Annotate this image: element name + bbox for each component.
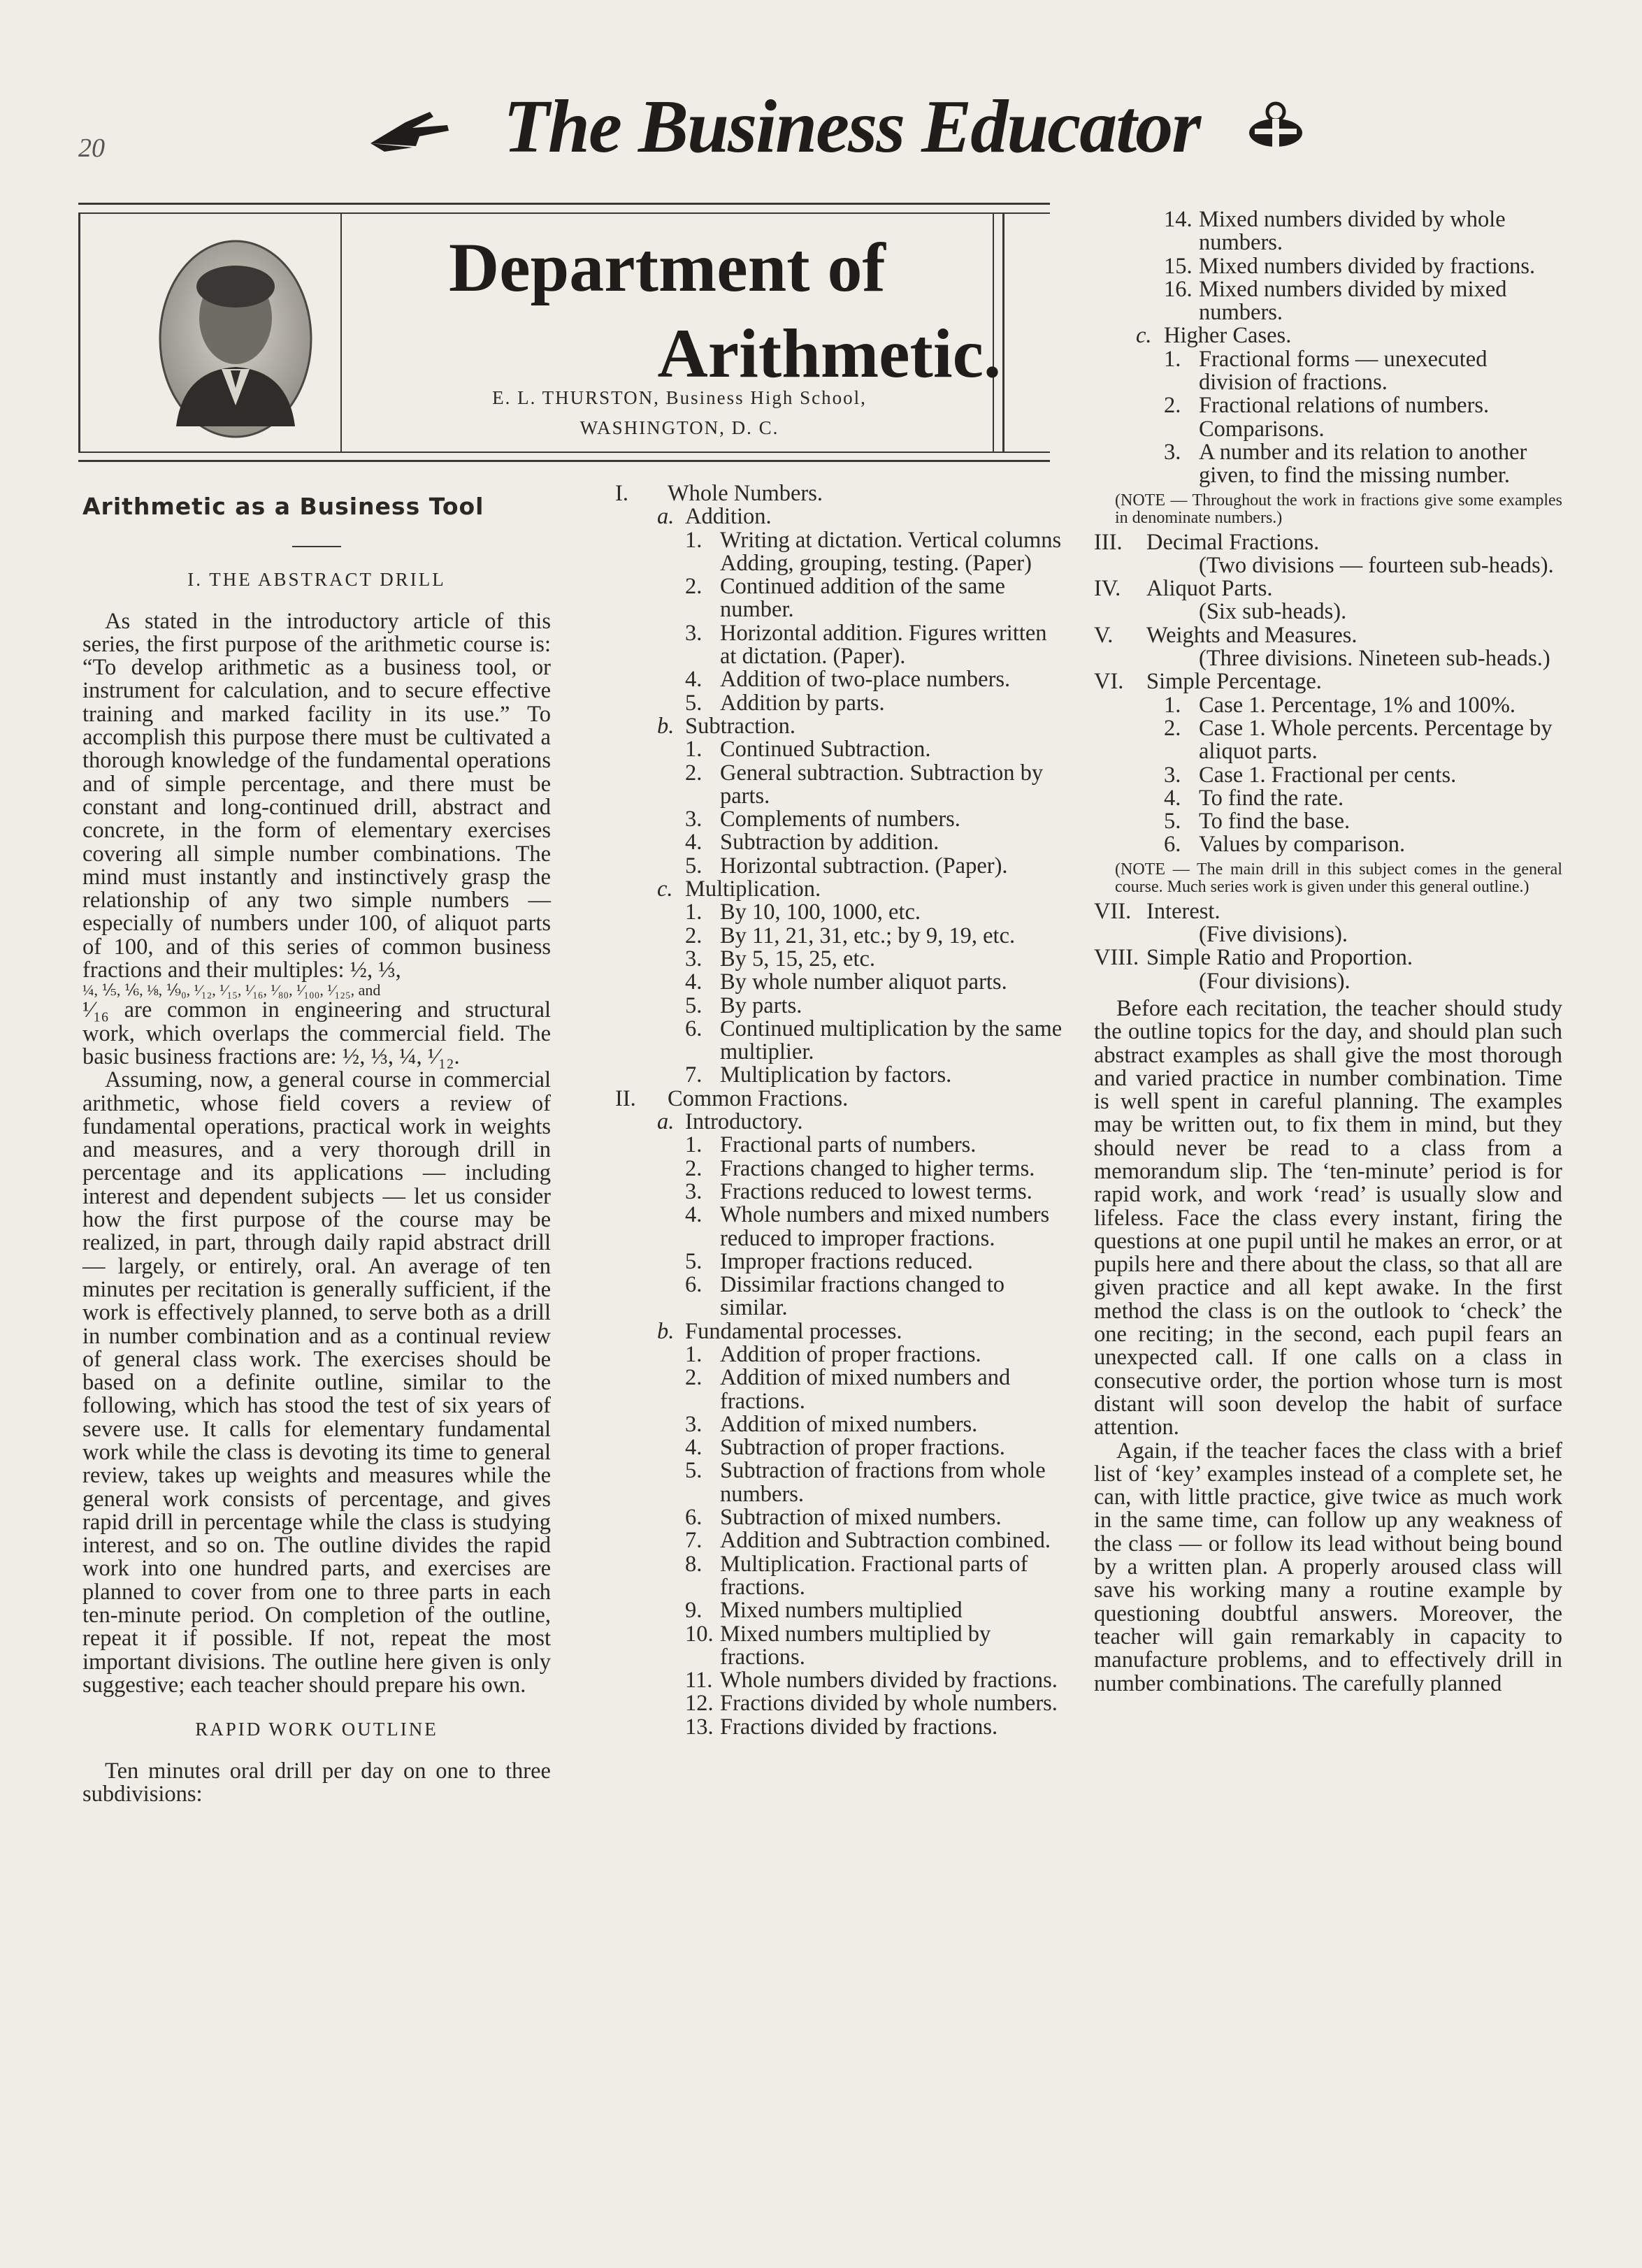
outline-item-text: Continued Subtraction. <box>720 737 931 763</box>
outline-item-number: 1. <box>685 900 703 925</box>
outline-item-text: Fractional forms — unexecuted division of fractions. <box>1199 346 1488 396</box>
outline-item-text: Addition of proper fractions. <box>720 1341 981 1367</box>
masthead-title: The Business Educator <box>503 85 1200 168</box>
outline-item <box>615 878 1063 901</box>
outline-item-text: Addition of mixed numbers. <box>720 1411 978 1437</box>
outline-item <box>615 1157 1063 1180</box>
outline-item <box>615 575 1063 622</box>
department-title <box>386 231 1029 390</box>
outline-item-number: 3. <box>685 946 703 972</box>
outline-item-number: 5. <box>1164 809 1181 835</box>
outline-item-number: 6. <box>685 1272 703 1298</box>
outline-item-text: Mixed numbers divided by whole numbers. <box>1199 207 1506 256</box>
masthead <box>363 84 1314 168</box>
outline-item <box>615 1413 1063 1436</box>
outline-item-number: 4. <box>1164 785 1181 811</box>
outline-item-number: 3. <box>1164 439 1181 465</box>
outline-item <box>615 482 1063 505</box>
outline-item-text: Fractions divided by whole numbers. <box>720 1691 1058 1717</box>
outline-item-text: Fundamental processes. <box>685 1318 902 1344</box>
outline-item <box>615 1553 1063 1600</box>
outline-item-number: 6. <box>1164 832 1181 858</box>
outline-item <box>1094 255 1562 278</box>
outline-item-number: 2. <box>685 923 703 948</box>
outline-item <box>1094 670 1562 693</box>
outline-item-text: Mixed numbers divided by mixed numbers. <box>1199 276 1507 326</box>
outline-item-number: 4. <box>685 667 703 693</box>
outline-item <box>1094 348 1562 395</box>
outline-item <box>615 971 1063 994</box>
outline-item-text: Continued multiplication by the same multiplier. <box>720 1016 1063 1065</box>
outline-item-text: By 5, 15, 25, etc. <box>720 946 876 972</box>
outline-item <box>615 1436 1063 1459</box>
outline-item-number: 5. <box>685 992 703 1018</box>
outline-item-text: By 11, 21, 31, etc.; by 9, 19, etc. <box>720 923 1016 948</box>
outline-item-number: 11. <box>685 1668 713 1693</box>
outline-item-number: c. <box>1136 323 1152 349</box>
outline-item-number: 2. <box>685 760 703 786</box>
section-heading: I. THE ABSTRACT DRILL <box>187 569 446 591</box>
outline-item-number: b. <box>657 1318 675 1344</box>
outline-item-number: a. <box>657 1109 675 1135</box>
outline-item-number: 2. <box>685 1155 703 1181</box>
outline-item <box>1094 324 1562 347</box>
outline-item-number: IV. <box>1094 576 1121 602</box>
outline-item-text: Addition. <box>685 504 772 530</box>
outline-item-text: Dissimilar fractions changed to similar. <box>720 1272 1005 1321</box>
outline-item-text: Whole numbers divided by fractions. <box>720 1668 1058 1693</box>
outline-item-text: Improper fractions reduced. <box>720 1248 973 1274</box>
paragraph-1: As stated in the introductory article of this series, the first purpose of the arithmetic course is: “To develop arithmetic as a business tool, or instrument for calculation, and to secure effective training and marked facility in its use.” To accomplish this purpose there must be cultivated a thorough knowledge of the fundamental operations and of simple percentage, and there must be constant and long-continued drill, abstract and concrete, in the form of elementary exercises covering all simple number combinations. The mind must instantly and instinctively grasp the relationship of any two simple numbers — especially of numbers under 100, of aliquot parts of 100, and of this series of common business fractions and their multiples: ½, ⅓, <box>82 608 551 983</box>
fractions-line: ¼, ⅕, ⅙, ⅛, ⅑₀, ¹⁄₁₂, ¹⁄₁₅, ¹⁄₁₆, ¹⁄₈₀, ¹⁄₁₀₀, ¹⁄₁₂₅, and <box>82 981 381 999</box>
outline-item-text: Fractions reduced to lowest terms. <box>720 1178 1032 1204</box>
outline-item <box>1094 764 1562 787</box>
department-title-line1: Department of <box>449 229 886 306</box>
outline-item-text: Subtraction of fractions from whole numbers. <box>720 1458 1046 1507</box>
outline-item-text: Mixed numbers divided by fractions. <box>1199 253 1536 279</box>
outline-item <box>615 1180 1063 1204</box>
outline-item-number: V. <box>1094 622 1114 648</box>
outline-item-text: Writing at dictation. Vertical columns Adding, grouping, testing. (Paper) <box>720 527 1062 576</box>
outline-item <box>615 1250 1063 1273</box>
outline-item-text: Addition and Subtraction combined. <box>720 1528 1051 1554</box>
outline-item <box>1094 970 1562 993</box>
outline-item <box>1094 577 1562 600</box>
outline-item-text: General subtraction. Subtraction by parts. <box>720 760 1044 809</box>
outline-item-number: 4. <box>685 1435 703 1461</box>
outline-item-text: Higher Cases. <box>1164 323 1292 349</box>
paragraph-teacher-plan: Before each recitation, the teacher should study the outline topics for the day, and should plan such abstract examples as shall give the most thorough and varied practice in number combination. Time is well spent in careful planning. The examples may be written out, to fix them in mind, but they should never be read to a class from a memorandum slip. The ‘ten-minute’ period is for rapid work, and work ‘read’ is usually slow and lifeless. Face the class every instant, firing the questions at one pupil until he makes an error, or at pupils here and there about the class, so that all are given practice and all kept awake. In the first method the class is on the outlook to ‘check’ the one reciting; in the second, each pupil fears an unexpected call. If one calls on a class in consecutive order, the portion whose turn is most distant will soon develop the habit of surface attention. <box>1094 995 1562 1440</box>
outline-item <box>615 1064 1063 1087</box>
outline-item-number: VIII. <box>1094 945 1139 971</box>
outline-item-text: Fractions changed to higher terms. <box>720 1155 1035 1181</box>
outline-item-number: 3. <box>685 1178 703 1204</box>
outline-item-number: b. <box>657 713 675 739</box>
outline-item <box>1094 554 1562 577</box>
outline-item <box>1094 394 1562 441</box>
outline-item-text: (NOTE — Throughout the work in fractions give some examples in denominate numbers.) <box>1115 491 1562 527</box>
outline-item-text: Weights and Measures. <box>1146 622 1357 648</box>
outline-item-number: 1. <box>685 737 703 763</box>
outline-item <box>615 505 1063 528</box>
outline-item-text: Continued addition of the same number. <box>720 574 1005 623</box>
outline-item-text: Fractions divided by fractions. <box>720 1714 998 1740</box>
outline-item-number: 3. <box>685 620 703 646</box>
outline-item-number: I. <box>615 481 628 506</box>
outline-item-number: 7. <box>685 1528 703 1554</box>
outline-heading: RAPID WORK OUTLINE <box>195 1719 438 1740</box>
outline-item <box>615 692 1063 715</box>
outline-item <box>615 1018 1063 1064</box>
outline-item-text: To find the rate. <box>1199 785 1344 811</box>
outline-item-text: Complements of numbers. <box>720 807 960 832</box>
outline-item <box>615 622 1063 669</box>
outline-item-text: Horizontal subtraction. (Paper). <box>720 853 1008 879</box>
outline-item-text: Addition of two-place numbers. <box>720 667 1011 693</box>
outline-item-text: Fractional parts of numbers. <box>720 1132 977 1158</box>
outline-item-number: 3. <box>685 807 703 832</box>
outline-item <box>615 901 1063 924</box>
outline-item <box>1094 900 1562 923</box>
outline-item-number: VII. <box>1094 898 1132 924</box>
outline-item-number: 12. <box>685 1691 714 1717</box>
emblem-icon <box>1244 98 1307 157</box>
outline-item-text: (Four divisions). <box>1199 968 1351 994</box>
outline-item <box>615 992 1063 1018</box>
outline-item-number: 3. <box>685 1411 703 1437</box>
outline-item <box>615 1506 1063 1529</box>
outline-item <box>615 1343 1063 1366</box>
outline-item-number: 2. <box>1164 393 1181 419</box>
outline-item-number: 1. <box>1164 346 1181 372</box>
outline-item-number: 1. <box>685 1132 703 1158</box>
outline-item-number: 4. <box>685 969 703 995</box>
outline-item <box>615 1716 1063 1739</box>
outline-item-text: (NOTE — The main drill in this subject comes in the general course. Much series work is given under this general outline.) <box>1115 860 1562 896</box>
outline-item <box>615 1669 1063 1692</box>
outline-item <box>1094 278 1562 325</box>
outline-item-text: Mixed numbers multiplied by fractions. <box>720 1621 991 1670</box>
outline-item-text: Case 1. Percentage, 1% and 100%. <box>1199 692 1516 718</box>
outline-item-text: (Two divisions — fourteen sub-heads). <box>1199 552 1554 578</box>
outline-item <box>615 1692 1063 1715</box>
outline-item-number: 7. <box>685 1062 703 1088</box>
outline-item-number: 6. <box>685 1505 703 1531</box>
outline-item <box>1094 833 1562 856</box>
outline-item-number: 5. <box>685 690 703 716</box>
outline-item-number: 3. <box>1164 762 1181 788</box>
byline-city: WASHINGTON, D. C. <box>579 417 779 439</box>
outline-item <box>615 948 1063 971</box>
outline-item-text: (Five divisions). <box>1199 922 1348 948</box>
outline-item-number: c. <box>657 876 673 902</box>
outline-item <box>1094 946 1562 969</box>
outline-item-text: (Three divisions. Nineteen sub-heads.) <box>1199 646 1550 672</box>
outline-item-text: Case 1. Whole percents. Percentage by aliquot parts. <box>1199 715 1553 765</box>
outline-item-number: 2. <box>685 1365 703 1391</box>
outline-item <box>615 1085 1063 1111</box>
outline-item <box>1094 624 1562 647</box>
outline-item-text: Aliquot Parts. <box>1146 576 1273 602</box>
outline-item <box>615 1623 1063 1670</box>
outline-item <box>615 1459 1063 1506</box>
outline-item <box>615 855 1063 878</box>
outline-item-text: Fractional relations of numbers. Comparisons. <box>1199 393 1490 442</box>
outline-item <box>1094 492 1562 527</box>
outline-item-text: (Six sub-heads). <box>1199 599 1347 625</box>
outline-item-number: 10. <box>685 1621 714 1647</box>
outline-item-text: Multiplication. Fractional parts of fractions. <box>720 1551 1028 1600</box>
outline-item-number: 8. <box>685 1551 703 1577</box>
outline-item <box>1094 810 1562 833</box>
outline-item <box>615 1320 1063 1343</box>
outline-item-number: 5. <box>685 1458 703 1484</box>
outline-item-number: III. <box>1094 529 1123 555</box>
paragraph-2: Assuming, now, a general course in commercial arithmetic, whose field covers a review of fundamental operations, practical work in weights and measures, and a very thorough drill in percentage and its applications — including interest and dependent subjects — let us consider how the first purpose of the course may be realized, in part, through daily rapid abstract drill — largely, or entirely, oral. An average of ten minutes per recitation is generally sufficient, if the work is effectively planned, to serve both as a drill in number combination and as a continual review of general class work. The exercises should be based on a definite outline, similar to the following, which has stood the test of six years of severe use. It calls for elementary fundamental work while the class is devoting its time to general review, takes up weights and measures while the general work consists of percentage, and gives rapid drill in percentage while the class is studying interest, and so on. The outline divides the rapid work into one hundred parts, and exercises are planned to cover from one to three parts in each ten-minute period. On completion of the outline, repeat it if possible. If not, repeat the most important divisions. The outline here given is only suggestive; each teacher should prepare his own. <box>82 1067 551 1698</box>
paragraph-3: Ten minutes oral drill per day on one to three subdivisions: <box>82 1758 551 1807</box>
outline-item-text: Interest. <box>1146 898 1220 924</box>
portrait-photo <box>155 238 316 440</box>
outline-item-text: By parts. <box>720 992 802 1018</box>
outline-item <box>1094 717 1562 764</box>
outline-item <box>615 1204 1063 1250</box>
outline-item-number: 13. <box>685 1714 714 1740</box>
outline-item-text: A number and its relation to another given, to find the missing number. <box>1199 439 1527 489</box>
outline-item <box>1094 647 1562 670</box>
title-divider <box>292 546 341 547</box>
column-1 <box>82 489 551 1806</box>
outline-item <box>1094 208 1562 255</box>
outline-item-text: Multiplication. <box>685 876 821 902</box>
outline-item-text: By 10, 100, 1000, etc. <box>720 900 921 925</box>
outline-item-text: Introductory. <box>685 1109 803 1135</box>
column-2 <box>615 482 1063 1739</box>
outline-item <box>615 668 1063 691</box>
outline-item-number: 4. <box>685 1202 703 1228</box>
outline-item-text: Horizontal addition. Figures written at dictation. (Paper). <box>720 620 1047 670</box>
outline-item-text: Addition by parts. <box>720 690 885 716</box>
column-3 <box>1094 208 1562 1696</box>
outline-list-continued <box>1094 208 1562 993</box>
outline-item <box>615 1111 1063 1134</box>
byline-author: E. L. THURSTON, Business High School, <box>492 387 867 408</box>
outline-item <box>615 738 1063 761</box>
outline-item-number: 15. <box>1164 253 1193 279</box>
outline-item <box>615 1134 1063 1157</box>
outline-item-text: Case 1. Fractional per cents. <box>1199 762 1457 788</box>
outline-item-number: 2. <box>1164 715 1181 741</box>
outline-item-text: To find the base. <box>1199 809 1351 835</box>
outline-item <box>1094 441 1562 488</box>
outline-item-number: 9. <box>685 1598 703 1624</box>
outline-item <box>1094 600 1562 623</box>
outline-item-text: Subtraction of mixed numbers. <box>720 1505 1002 1531</box>
outline-item-text: Values by comparison. <box>1199 832 1406 858</box>
outline-item-number: 1. <box>1164 692 1181 718</box>
outline-item-number: 1. <box>685 527 703 553</box>
article-title: Arithmetic as a Business Tool <box>82 493 484 520</box>
outline-item <box>1094 923 1562 946</box>
paragraph-1b: ¹⁄₁₆ are common in engineering and structural work, which overlaps the commercial field. The basic business fractions are: ½, ⅓, ¼, ¹⁄₁₂. <box>82 997 551 1069</box>
outline-item-number: a. <box>657 504 675 530</box>
outline-item-number: 16. <box>1164 276 1193 302</box>
outline-item-text: By whole number aliquot parts. <box>720 969 1007 995</box>
outline-item-text: Common Fractions. <box>668 1085 849 1111</box>
outline-item-text: Simple Ratio and Proportion. <box>1146 945 1413 971</box>
outline-item <box>615 715 1063 738</box>
outline-item <box>615 808 1063 831</box>
outline-item-text: Subtraction by addition. <box>720 830 939 855</box>
outline-item <box>615 1273 1063 1320</box>
outline-item-number: VI. <box>1094 669 1124 695</box>
outline-item <box>1094 694 1562 717</box>
outline-item-text: Addition of mixed numbers and fractions. <box>720 1365 1011 1414</box>
outline-item-number: 2. <box>685 574 703 600</box>
outline-item-text: Whole numbers and mixed numbers reduced to improper fractions. <box>720 1202 1050 1251</box>
byline <box>386 383 973 443</box>
outline-item <box>615 1599 1063 1622</box>
outline-item <box>615 762 1063 809</box>
outline-item <box>1094 861 1562 896</box>
outline-item <box>1094 531 1562 554</box>
outline-item-number: 5. <box>685 853 703 879</box>
paragraph-key-examples: Again, if the teacher faces the class with a brief list of ‘key’ examples instead of a complete set, he can, with little practice, give twice as much work in the same time, can follow up any weakness of the class — or follow its lead without being bound by a written plan. A properly aroused class will save his working many a routine example by questioning doubtful answers. Moreover, the teacher will gain remarkably in capacity to manufacture problems, and to effectively drill in number combinations. The carefully planned <box>1094 1438 1562 1696</box>
outline-item-text: Simple Percentage. <box>1146 669 1322 695</box>
department-title-line2: Arithmetic. <box>657 315 1001 392</box>
outline-item-number: 5. <box>685 1248 703 1274</box>
outline-item <box>615 925 1063 948</box>
outline-item <box>615 1529 1063 1552</box>
outline-item <box>615 831 1063 854</box>
outline-item-text: Multiplication by factors. <box>720 1062 952 1088</box>
page-number: 20 <box>78 133 105 163</box>
outline-item-text: Subtraction of proper fractions. <box>720 1435 1005 1461</box>
outline-item-text: Whole Numbers. <box>668 481 823 506</box>
outline-item-number: 14. <box>1164 207 1193 232</box>
outline-item-text: Subtraction. <box>685 713 795 739</box>
outline-item-number: II. <box>615 1085 636 1111</box>
outline-item <box>1094 787 1562 810</box>
outline-item-number: 1. <box>685 1341 703 1367</box>
outline-item <box>615 529 1063 576</box>
outline-item <box>615 1366 1063 1413</box>
department-header <box>78 203 1050 461</box>
outline-item-text: Mixed numbers multiplied <box>720 1598 963 1624</box>
outline-item-number: 6. <box>685 1016 703 1041</box>
outline-item-text: Decimal Fractions. <box>1146 529 1320 555</box>
outline-item-number: 4. <box>685 830 703 855</box>
